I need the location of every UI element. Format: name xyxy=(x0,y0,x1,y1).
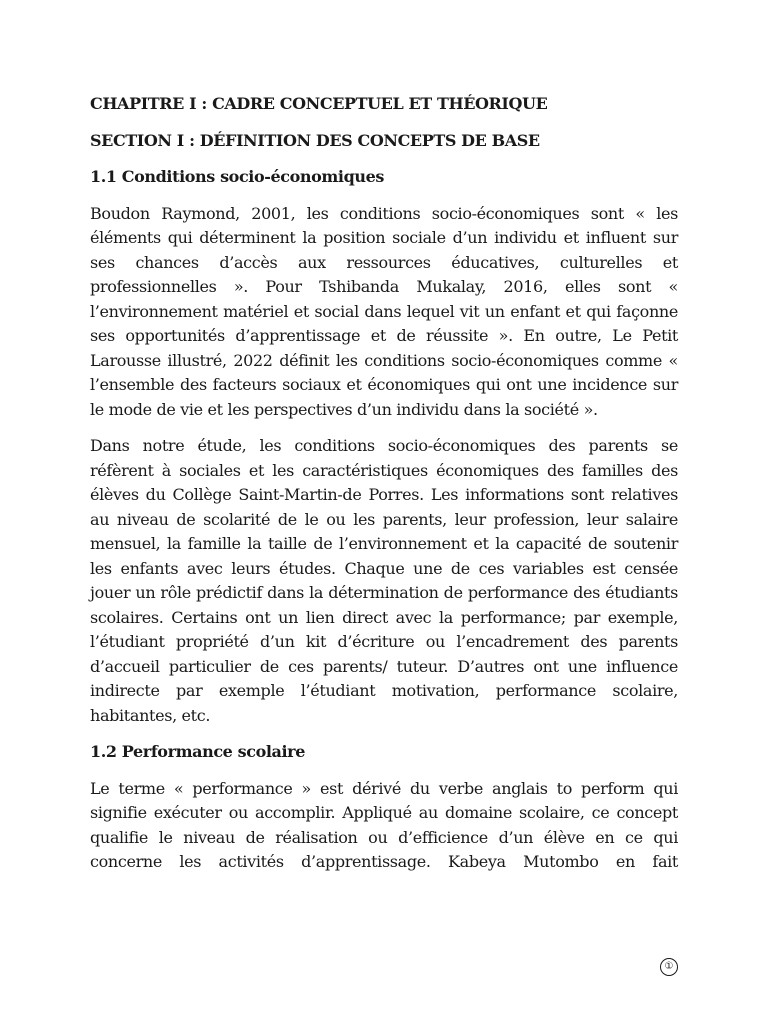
chapter-title: CHAPITRE I : CADRE CONCEPTUEL ET THÉORIQUE xyxy=(90,94,548,113)
subsection-title-performance: 1.2 Performance scolaire xyxy=(90,742,305,761)
page-number: ① xyxy=(660,958,678,976)
paragraph-study-context: Dans notre étude, les conditions socio-économiques des parents se réfèrent à sociales et les caractéristiques économiques des familles des élèves du Collège Saint-Martin-de Porres. Les informations sont relatives au niveau de scolarité de le ou les parents, leur profession, leur salaire mensuel, la famille la taille de l’environnement et la capacité de soutenir les enfants avec leurs études. Chaque une de ces variables est censée jouer un rôle prédictif dans la détermination de performance des étudiants scolaires. Certains ont un lien direct avec la performance; par exemple, l’étudiant propriété d’un kit d’écriture ou l’encadrement des parents d’accueil particulier de ces parents/ tuteur. D’autres ont une influence indirecte par exemple l’étudiant motivation, performance scolaire, habitantes, etc. xyxy=(90,436,678,725)
document-page xyxy=(90,92,678,887)
paragraph-performance-definition: Le terme « performance » est dérivé du verbe anglais to perform qui signifie exécuter ou accomplir. Appliqué au domaine scolaire, ce concept qualifie le niveau de réalisation ou d’efficience d’un élève en ce qui concerne les activités d’apprentissage. Kabeya Mutombo en fait xyxy=(90,778,678,871)
paragraph-definitions: Boudon Raymond, 2001, les conditions socio-économiques sont « les éléments qui déterminent la position sociale d’un individu et influent sur ses chances d’accès aux ressources éducatives, culturelles et professionnelles ». Pour Tshibanda Mukalay, 2016, elles sont « l’environnement matériel et social dans lequel vit un enfant et qui façonne ses opportunités d’apprentissage et de réussite ». En outre, Le Petit Larousse illustré, 2022 définit les conditions socio-économiques comme « l’ensemble des facteurs sociaux et économiques qui ont une incidence sur le mode de vie et les perspectives d’un individu dans la société ». xyxy=(90,203,678,419)
subsection-title-conditions: 1.1 Conditions socio-économiques xyxy=(90,167,384,186)
section-title: SECTION I : DÉFINITION DES CONCEPTS DE BASE xyxy=(90,130,540,150)
